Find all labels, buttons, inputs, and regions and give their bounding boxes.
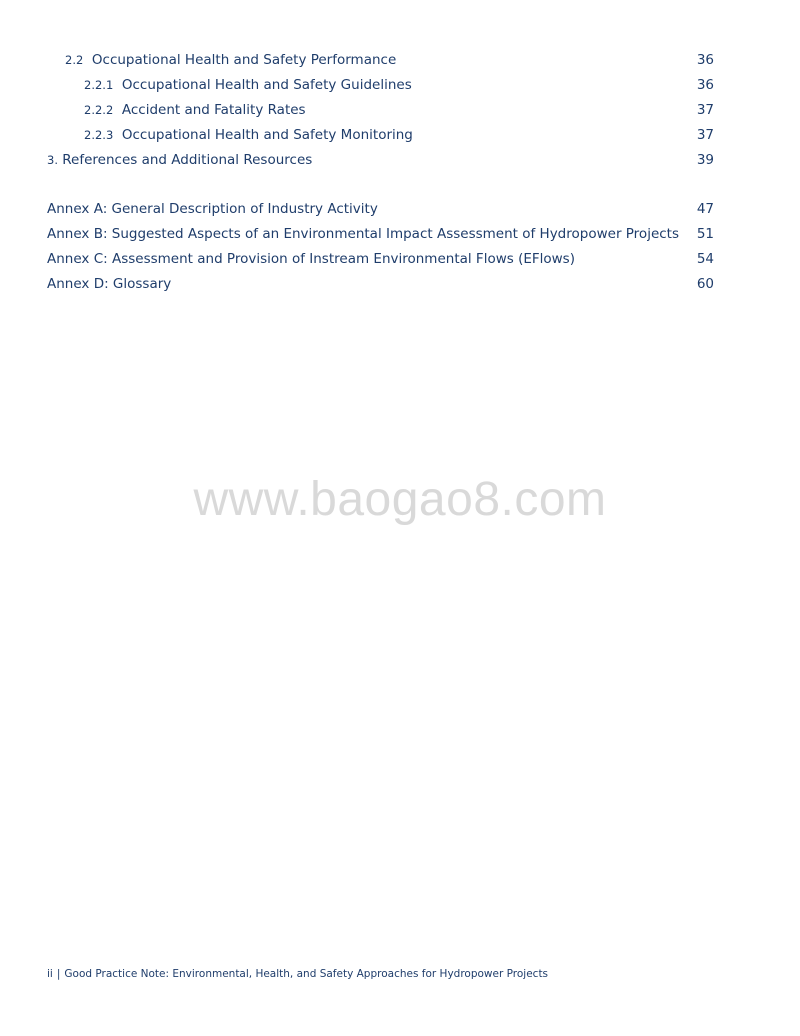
toc-entry-label: Occupational Health and Safety Performance [91,52,397,68]
toc-entry-page: 51 [696,226,714,242]
toc-entry[interactable] [0,49,800,71]
footer-page-number: ii [47,968,53,980]
toc-entry[interactable] [0,149,800,171]
toc-entry-number: 2.2.1 [84,78,114,92]
toc-entry-label: Annex D: Glossary [47,276,172,292]
toc-entry-page: 37 [696,102,714,118]
toc-entry-page: 36 [696,77,714,93]
toc-entry-label: Annex C: Assessment and Provision of Instream Environmental Flows (EFlows) [47,251,575,267]
watermark: www.baogao8.com [193,473,607,526]
toc-entry-label: Accident and Fatality Rates [121,102,306,118]
toc-entry-annex[interactable] [0,198,800,220]
toc-entry-annex[interactable] [0,248,800,270]
toc-entry-annex[interactable] [0,223,800,245]
toc-entry-page: 36 [696,52,714,68]
toc-entry-number: 3. [47,153,58,167]
toc-entry-number: 2.2.3 [84,128,114,142]
toc-entry-page: 37 [696,127,714,143]
table-of-contents [0,0,800,300]
toc-entry[interactable] [0,99,800,121]
toc-entry-label: Occupational Health and Safety Monitoring [121,127,413,143]
toc-entry-label: References and Additional Resources [62,152,313,168]
toc-entry-number: 2.2.2 [84,103,114,117]
toc-entry-page: 54 [696,251,714,267]
toc-entry[interactable] [0,124,800,146]
toc-entry-page: 39 [696,152,714,168]
footer-title: Good Practice Note: Environmental, Health, and Safety Approaches for Hydropower Projects [64,968,549,980]
toc-entry-label: Annex A: General Description of Industry Activity [47,201,378,217]
toc-entry-label: Annex B: Suggested Aspects of an Environmental Impact Assessment of Hydropower Projects [47,226,680,242]
toc-entry-page: 47 [696,201,714,217]
toc-entry[interactable] [0,74,800,96]
toc-entry-number: 2.2 [65,53,84,67]
toc-entry-page: 60 [696,276,714,292]
toc-entry-annex[interactable] [0,273,800,295]
page-footer [47,968,548,980]
toc-entry-label: Occupational Health and Safety Guidelines [121,77,412,93]
footer-separator: | [56,968,61,980]
